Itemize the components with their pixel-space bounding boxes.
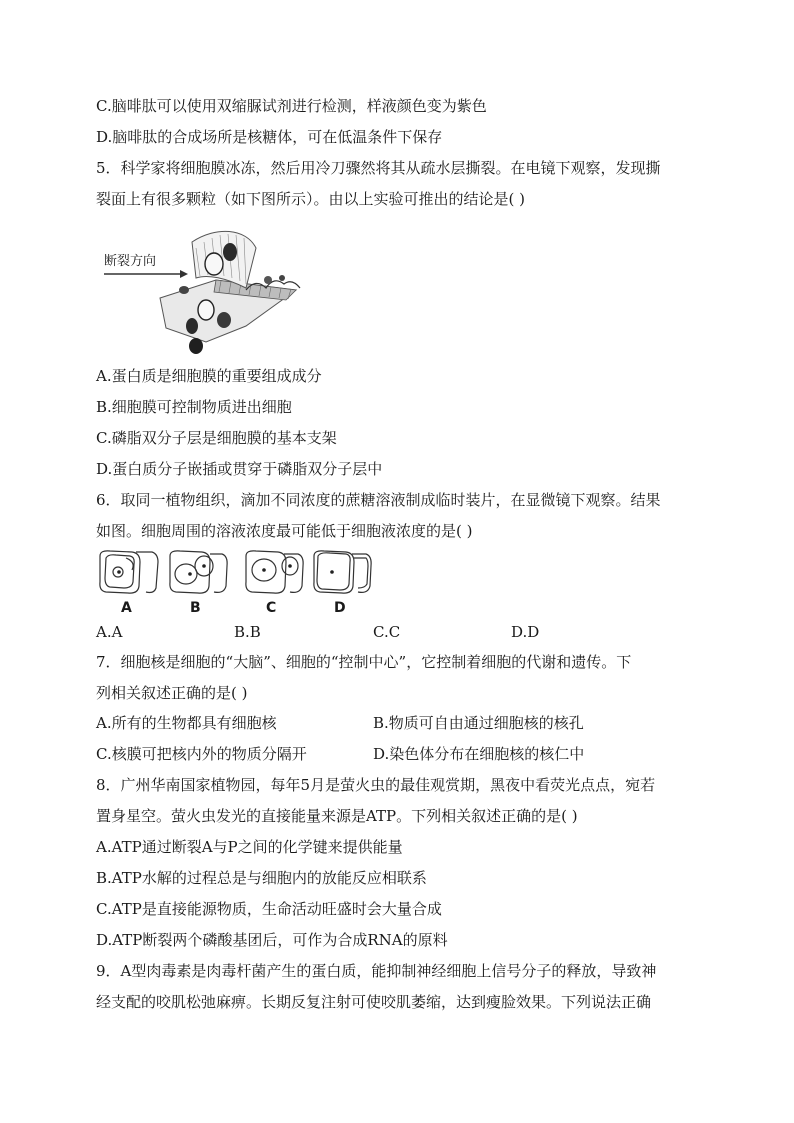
q5-fracture-direction-label: 断裂方向 — [104, 254, 157, 269]
q6-figure-label-d: D — [334, 600, 346, 616]
q8-option-d: D.ATP断裂两个磷酸基团后，可作为合成RNA的原料 — [96, 931, 448, 949]
q6-option-a: A.A — [96, 623, 123, 641]
q8-option-a: A.ATP通过断裂A与P之间的化学键来提供能量 — [96, 838, 403, 856]
q5-stem-line2: 裂面上有很多颗粒（如下图所示）。由以上实验可推出的结论是( ) — [96, 190, 525, 208]
q9-stem-line1: 9．A型肉毒素是肉毒杆菌产生的蛋白质，能抑制神经细胞上信号分子的释放，导致神 — [96, 962, 657, 980]
q6-stem-line1: 6．取同一植物组织，滴加不同浓度的蔗糖溶液制成临时装片，在显微镜下观察。结果 — [96, 491, 661, 509]
q9-stem-line2: 经支配的咬肌松弛麻痹。长期反复注射可使咬肌萎缩，达到瘦脸效果。下列说法正确 — [96, 993, 652, 1011]
q4-option-d: D.脑啡肽的合成场所是核糖体，可在低温条件下保存 — [96, 128, 443, 146]
q7-option-a: A.所有的生物都具有细胞核 — [96, 714, 277, 732]
q6-option-d: D.D — [511, 623, 540, 641]
q7-option-d: D.染色体分布在细胞核的核仁中 — [373, 745, 585, 763]
q5-option-a: A.蛋白质是细胞膜的重要组成成分 — [96, 367, 322, 385]
membrane-freeze-fracture-illustration — [96, 218, 306, 358]
q6-option-b: B.B — [234, 623, 261, 641]
q7-option-c: C.核膜可把核内外的物质分隔开 — [96, 745, 307, 763]
q6-cell-figure — [96, 548, 386, 618]
q5-option-d: D.蛋白质分子嵌插或贯穿于磷脂双分子层中 — [96, 460, 383, 478]
q7-stem-line2: 列相关叙述正确的是( ) — [96, 684, 248, 702]
q6-figure-label-c: C — [266, 600, 277, 616]
q5-option-b: B.细胞膜可控制物质进出细胞 — [96, 398, 292, 416]
q6-figure-label-b: B — [190, 600, 201, 616]
q8-option-c: C.ATP是直接能源物质，生命活动旺盛时会大量合成 — [96, 900, 442, 918]
q8-option-b: B.ATP水解的过程总是与细胞内的放能反应相联系 — [96, 869, 427, 887]
q8-stem-line2: 置身星空。萤火虫发光的直接能量来源是ATP。下列相关叙述正确的是( ) — [96, 807, 578, 825]
q6-figure-label-a: A — [121, 600, 132, 616]
plant-cells-illustration — [96, 548, 386, 596]
q4-option-c: C.脑啡肽可以使用双缩脲试剂进行检测，样液颜色变为紫色 — [96, 97, 487, 115]
q6-stem-line2: 如图。细胞周围的溶液浓度最可能低于细胞液浓度的是( ) — [96, 522, 473, 540]
q5-membrane-figure — [96, 218, 306, 358]
q5-option-c: C.磷脂双分子层是细胞膜的基本支架 — [96, 429, 337, 447]
q6-option-c: C.C — [373, 623, 401, 641]
q5-stem-line1: 5．科学家将细胞膜冰冻，然后用冷刀骤然将其从疏水层撕裂。在电镜下观察，发现撕 — [96, 159, 661, 177]
q7-option-b: B.物质可自由通过细胞核的核孔 — [373, 714, 584, 732]
q7-stem-line1: 7．细胞核是细胞的“大脑”、细胞的“控制中心”，它控制着细胞的代谢和遗传。下 — [96, 653, 632, 671]
q8-stem-line1: 8．广州华南国家植物园，每年5月是萤火虫的最佳观赏期，黑夜中看荧光点点，宛若 — [96, 776, 656, 794]
